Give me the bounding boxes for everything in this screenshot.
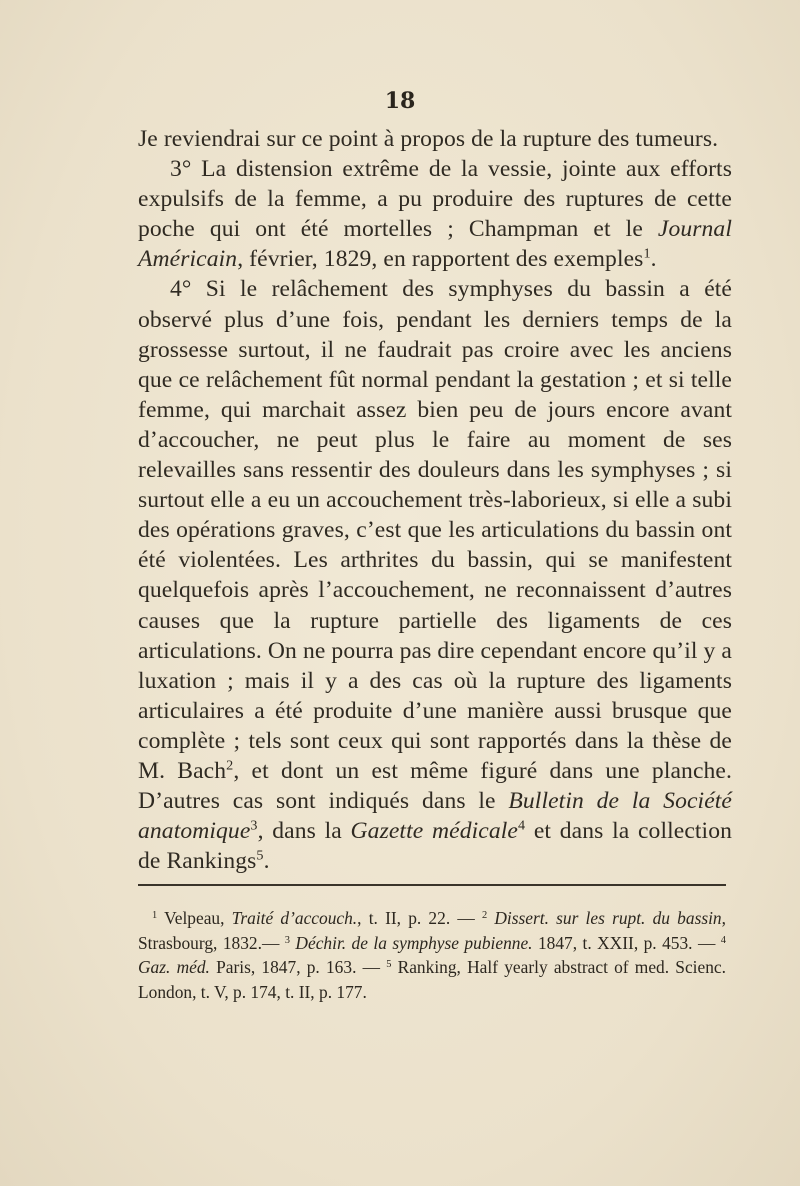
note-reference: 3: [284, 934, 290, 946]
note-reference: 4: [517, 817, 526, 834]
text-run: .: [263, 848, 270, 875]
text-run: Paris, 1847, p. 163. —: [209, 957, 387, 977]
note-reference: 5: [256, 847, 264, 864]
page-number: 18: [384, 88, 416, 114]
body-text: [138, 124, 732, 876]
text-run: , dans la: [257, 818, 351, 845]
note-reference: 3: [250, 817, 258, 834]
italic-title: Déchir. de la symphyse pubienne.: [295, 932, 533, 953]
text-run: , février, 1829, en rapportent des exemples: [237, 246, 644, 273]
italic-title: Traité d’accouch.: [231, 908, 358, 928]
note-reference: 1: [152, 909, 158, 921]
text-run: Je reviendrai sur ce point à propos de la rupture des tumeurs.: [138, 126, 719, 152]
italic-title: Gazette médicale: [350, 818, 518, 845]
note-reference: 2: [226, 757, 234, 774]
note-reference: 2: [481, 909, 488, 921]
text-run: 1847, t. XXII, p. 453. —: [532, 932, 721, 953]
text-run: 4° Si le relâchement des symphyses du bassin a été observé plus d’une fois, pendant les derniers temps de la grossesse surtout, il ne faudrait pas croire avec les anciens que ce relâchement fût normal pendant la gestation ; et si telle femme, qui marchait assez bien peu de jours encore avant d’accoucher, ne peut plus le faire au moment de ses relevailles sans ressentir des douleurs dans les symphyses ; si surtout elle a eu un accouchement très-laborieux, si elle a subi des opérations graves, c’est que les articulations du bassin ont été violentées. Les arthrites du bassin, qui se manifestent quelquefois après l’accouchement, ne reconnaissent d’autres causes que la rupture partielle des ligaments de ces articulations. On ne pourra pas dire cependant encore qu’il y a luxation ; mais il y a des cas où la rupture des ligaments articulaires a été produite d’une manière aussi brusque que complète ; tels sont ceux qui sont rapportés dans la thèse de M. Bach: [138, 276, 732, 784]
italic-title: Gaz. méd.: [138, 957, 210, 977]
text-run: et dans la collection de Rankings: [138, 818, 733, 875]
text-run: , et dont un est même figuré dans une planche. D’autres cas sont indiqués dans le: [138, 757, 732, 815]
text-run: Ranking, Half yearly abstract of med. Scienc. London, t. V, p. 174, t. II, p. 177.: [138, 957, 726, 1002]
italic-title: Journal Américain: [138, 216, 732, 273]
italic-title: Dissert. sur les rupt. du bassin: [494, 908, 722, 928]
note-reference: 4: [720, 934, 726, 946]
paragraph: [138, 274, 732, 876]
text-run: , Strasbourg, 1832.—: [138, 908, 726, 953]
text-run: Velpeau,: [157, 908, 232, 928]
note-reference: 5: [386, 958, 392, 970]
paragraph: [138, 124, 732, 154]
note-reference: 1: [643, 245, 651, 262]
text-run: , t. II, p. 22. —: [357, 908, 482, 928]
italic-title: Bulletin de la Société anatomique: [138, 788, 732, 845]
footnote-divider: [138, 884, 726, 886]
footnote-paragraph: [138, 906, 726, 1004]
footnotes: [138, 906, 726, 1004]
text-run: .: [650, 246, 657, 273]
paragraph: [138, 154, 732, 274]
text-run: 3° La distension extrême de la vessie, jointe aux efforts expulsifs de la femme, a pu produire des ruptures de cette poche qui ont été mortelles ; Champman et le: [138, 156, 732, 243]
